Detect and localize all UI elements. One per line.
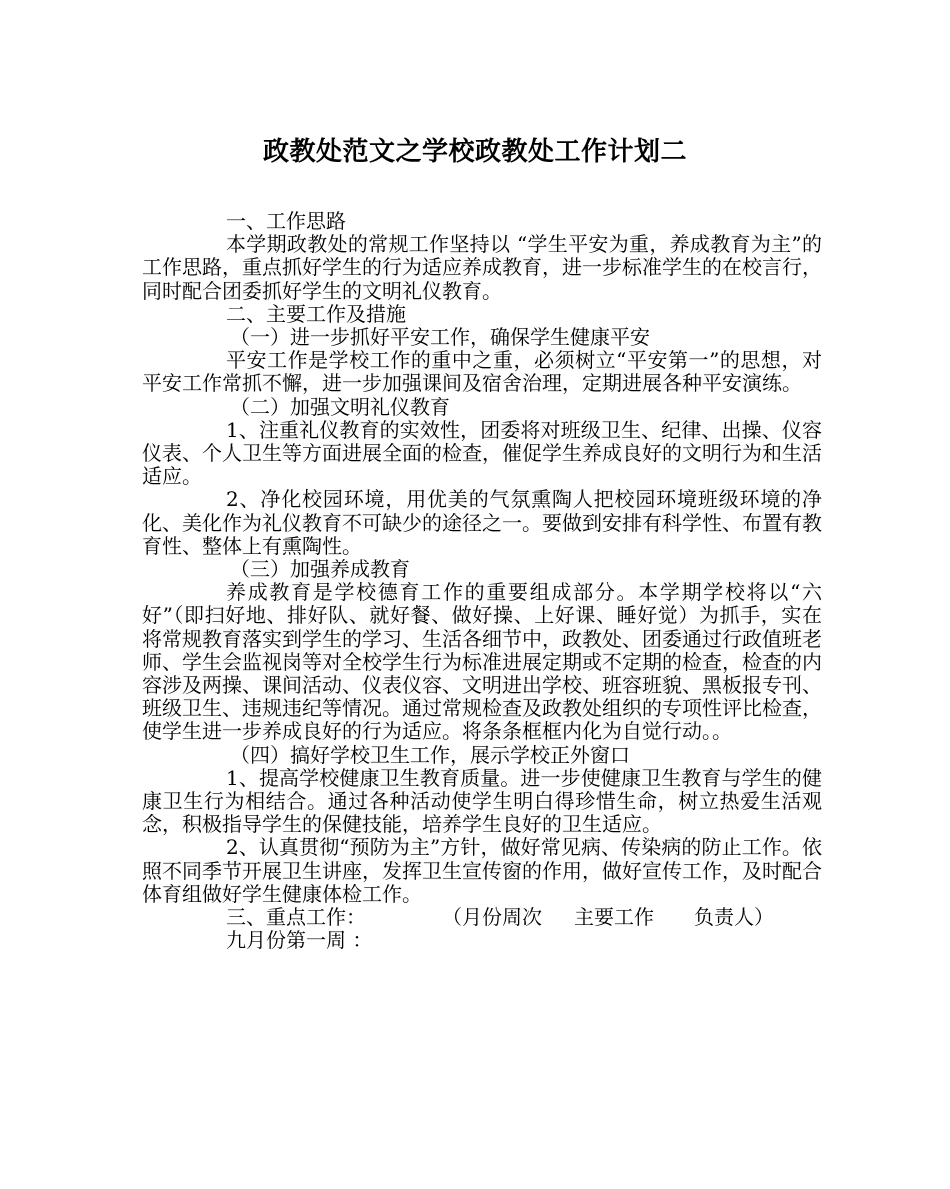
heading-main-measures: 二、主要工作及措施	[226, 301, 406, 326]
subheading-safety: （一）进一步抓好平安工作，确保学生健康平安	[230, 325, 650, 350]
paragraph-safety: 平安工作是学校工作的重中之重，必须树立“平安第一”的思想，对平安工作常抓不懈，进一步加强课间及宿舍治理，定期进展各种平安演练。	[142, 348, 822, 396]
paragraph-work-ideas: 本学期政教处的常规工作坚持以 “学生平安为重，养成教育为主”的工作思路，重点抓好学生的行为适应养成教育，进一步标准学生的在校言行，同时配合团委抓好学生的文明礼仪教育。	[142, 232, 822, 303]
key-work-label: 三、重点工作：	[226, 905, 366, 930]
key-work-row	[142, 906, 822, 929]
document-title: 政教处范文之学校政教处工作计划二	[262, 137, 687, 167]
paragraph-etiquette-2: 2、净化校园环境，用优美的气氛熏陶人把校园环境班级环境的净化、美化作为礼仪教育不可缺少的途径之一。要做到安排有科学性、布置有教育性、整体上有熏陶性。	[142, 487, 822, 558]
column-main-work: 主要工作	[574, 905, 654, 930]
paragraph-hygiene-1: 1、提高学校健康卫生教育质量。进一步使健康卫生教育与学生的健康卫生行为相结合。通过各种活动使学生明白得珍惜生命，树立热爱生活观念，积极指导学生的保健技能，培养学生良好的卫生适应。	[142, 765, 822, 837]
subheading-etiquette: （二）加强文明礼仪教育	[230, 394, 450, 419]
column-month-week: （月份周次	[442, 905, 542, 930]
heading-work-ideas: 一、工作思路	[226, 209, 346, 233]
column-person-in-charge: 负责人）	[694, 905, 774, 930]
document-body	[142, 210, 822, 952]
subheading-hygiene: （四）搞好学校卫生工作，展示学校正外窗口	[230, 742, 630, 767]
schedule-first-line: 九月份第一周 ：	[226, 928, 373, 953]
subheading-habits: （三）加强养成教育	[230, 557, 410, 582]
paragraph-habits: 养成教育是学校德育工作的重要组成部分。本学期学校将以“六好”（即扫好地、排好队、就好餐、做好操、上好课、睡好觉）为抓手，实在将常规教育落实到学生的学习、生活各细节中，政教处、团委通过行政值班老师、学生会监视岗等对全校学生行为标准进展定期或不定期的检查，检查的内容涉及两操、课间活动、仪表仪容、文明进出学校、班容班貌、黑板报专刊、班级卫生、违规违纪等情况。通过常规检查及政教处组织的专项性评比检查，使学生进一步养成良好的行为适应。将条条框框内化为自觉行动。。	[142, 580, 822, 744]
paragraph-hygiene-2: 2、认真贯彻“预防为主”方针，做好常见病、传染病的防止工作。依照不同季节开展卫生讲座，发挥卫生宣传窗的作用，做好宣传工作，及时配合体育组做好学生健康体检工作。	[142, 835, 822, 906]
paragraph-etiquette-1: 1、注重礼仪教育的实效性，团委将对班级卫生、纪律、出操、仪容仪表、个人卫生等方面进展全面的检查，催促学生养成良好的文明行为和生活适应。	[142, 417, 822, 489]
